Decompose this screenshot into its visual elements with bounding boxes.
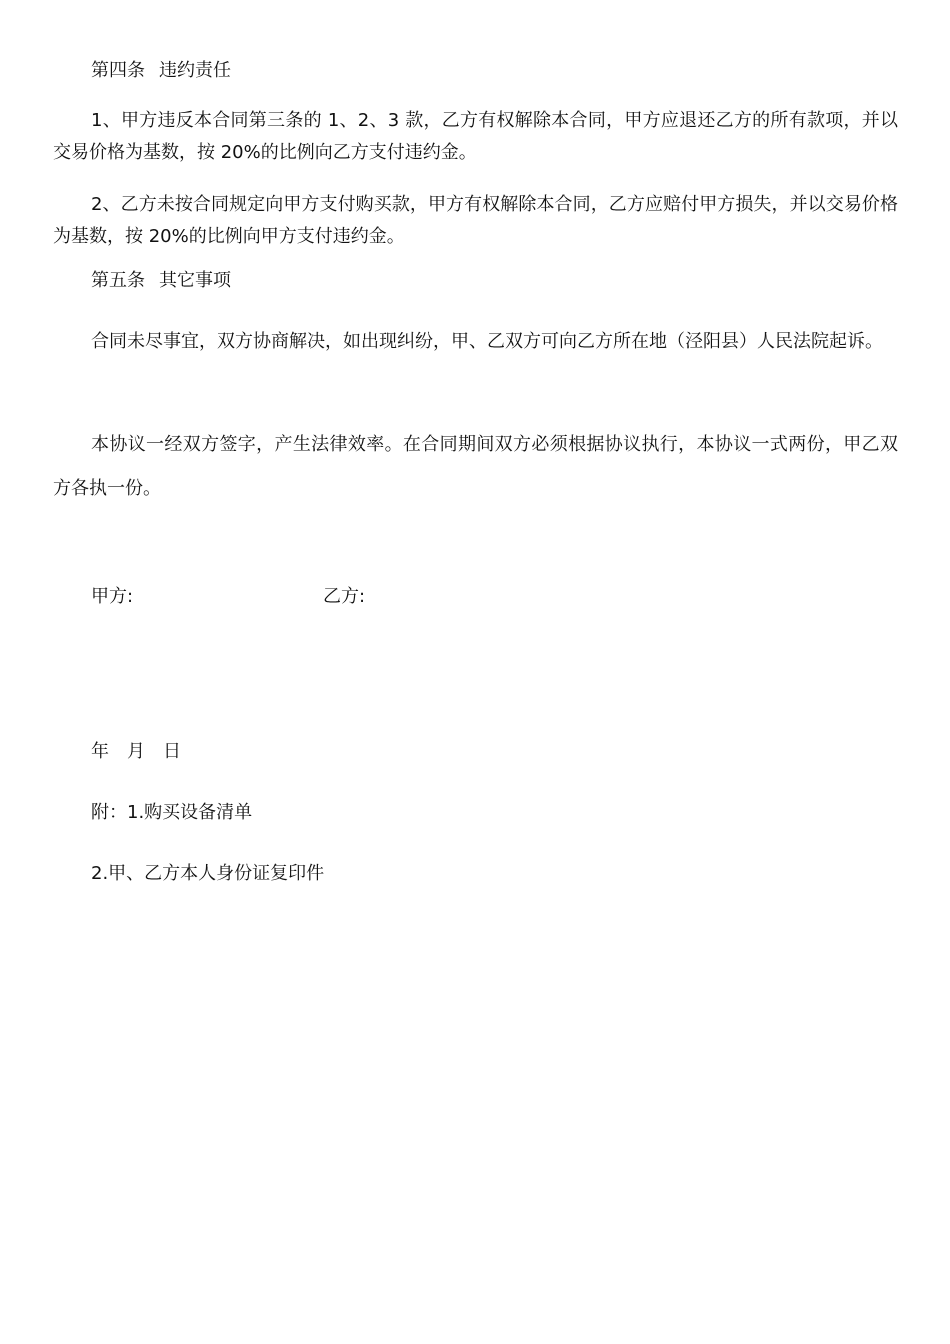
article5-paragraph-2: 本协议一经双方签字，产生法律效率。在合同期间双方必须根据协议执行，本协议一式两份，甲乙双方各执一份。 [53,434,898,499]
article4-heading [91,55,231,87]
article5-heading [91,265,231,297]
article5-number: 第五条 [91,270,145,291]
article4-title: 违约责任 [159,60,231,81]
party-b-signature-label: 乙方: [323,586,366,607]
attachment-item-2: 2.甲、乙方本人身份证复印件 [91,863,325,884]
article5-title: 其它事项 [159,270,231,291]
party-a-signature-label: 甲方: [91,586,134,607]
signature-date: 年 月 日 [91,741,181,762]
attachment-item-1: 附：1.购买设备清单 [91,802,253,823]
article4-number: 第四条 [91,60,145,81]
article4-clause-2: 2、乙方未按合同规定向甲方支付购买款，甲方有权解除本合同，乙方应赔付甲方损失，并以交易价格为基数，按 20%的比例向甲方支付违约金。 [53,194,898,247]
article4-clause-1: 1、甲方违反本合同第三条的 1、2、3 款，乙方有权解除本合同，甲方应退还乙方的所有款项，并以交易价格为基数，按 20%的比例向乙方支付违约金。 [53,110,898,163]
article5-paragraph-1: 合同未尽事宜，双方协商解决，如出现纠纷，甲、乙双方可向乙方所在地（泾阳县）人民法院起诉。 [91,331,883,352]
